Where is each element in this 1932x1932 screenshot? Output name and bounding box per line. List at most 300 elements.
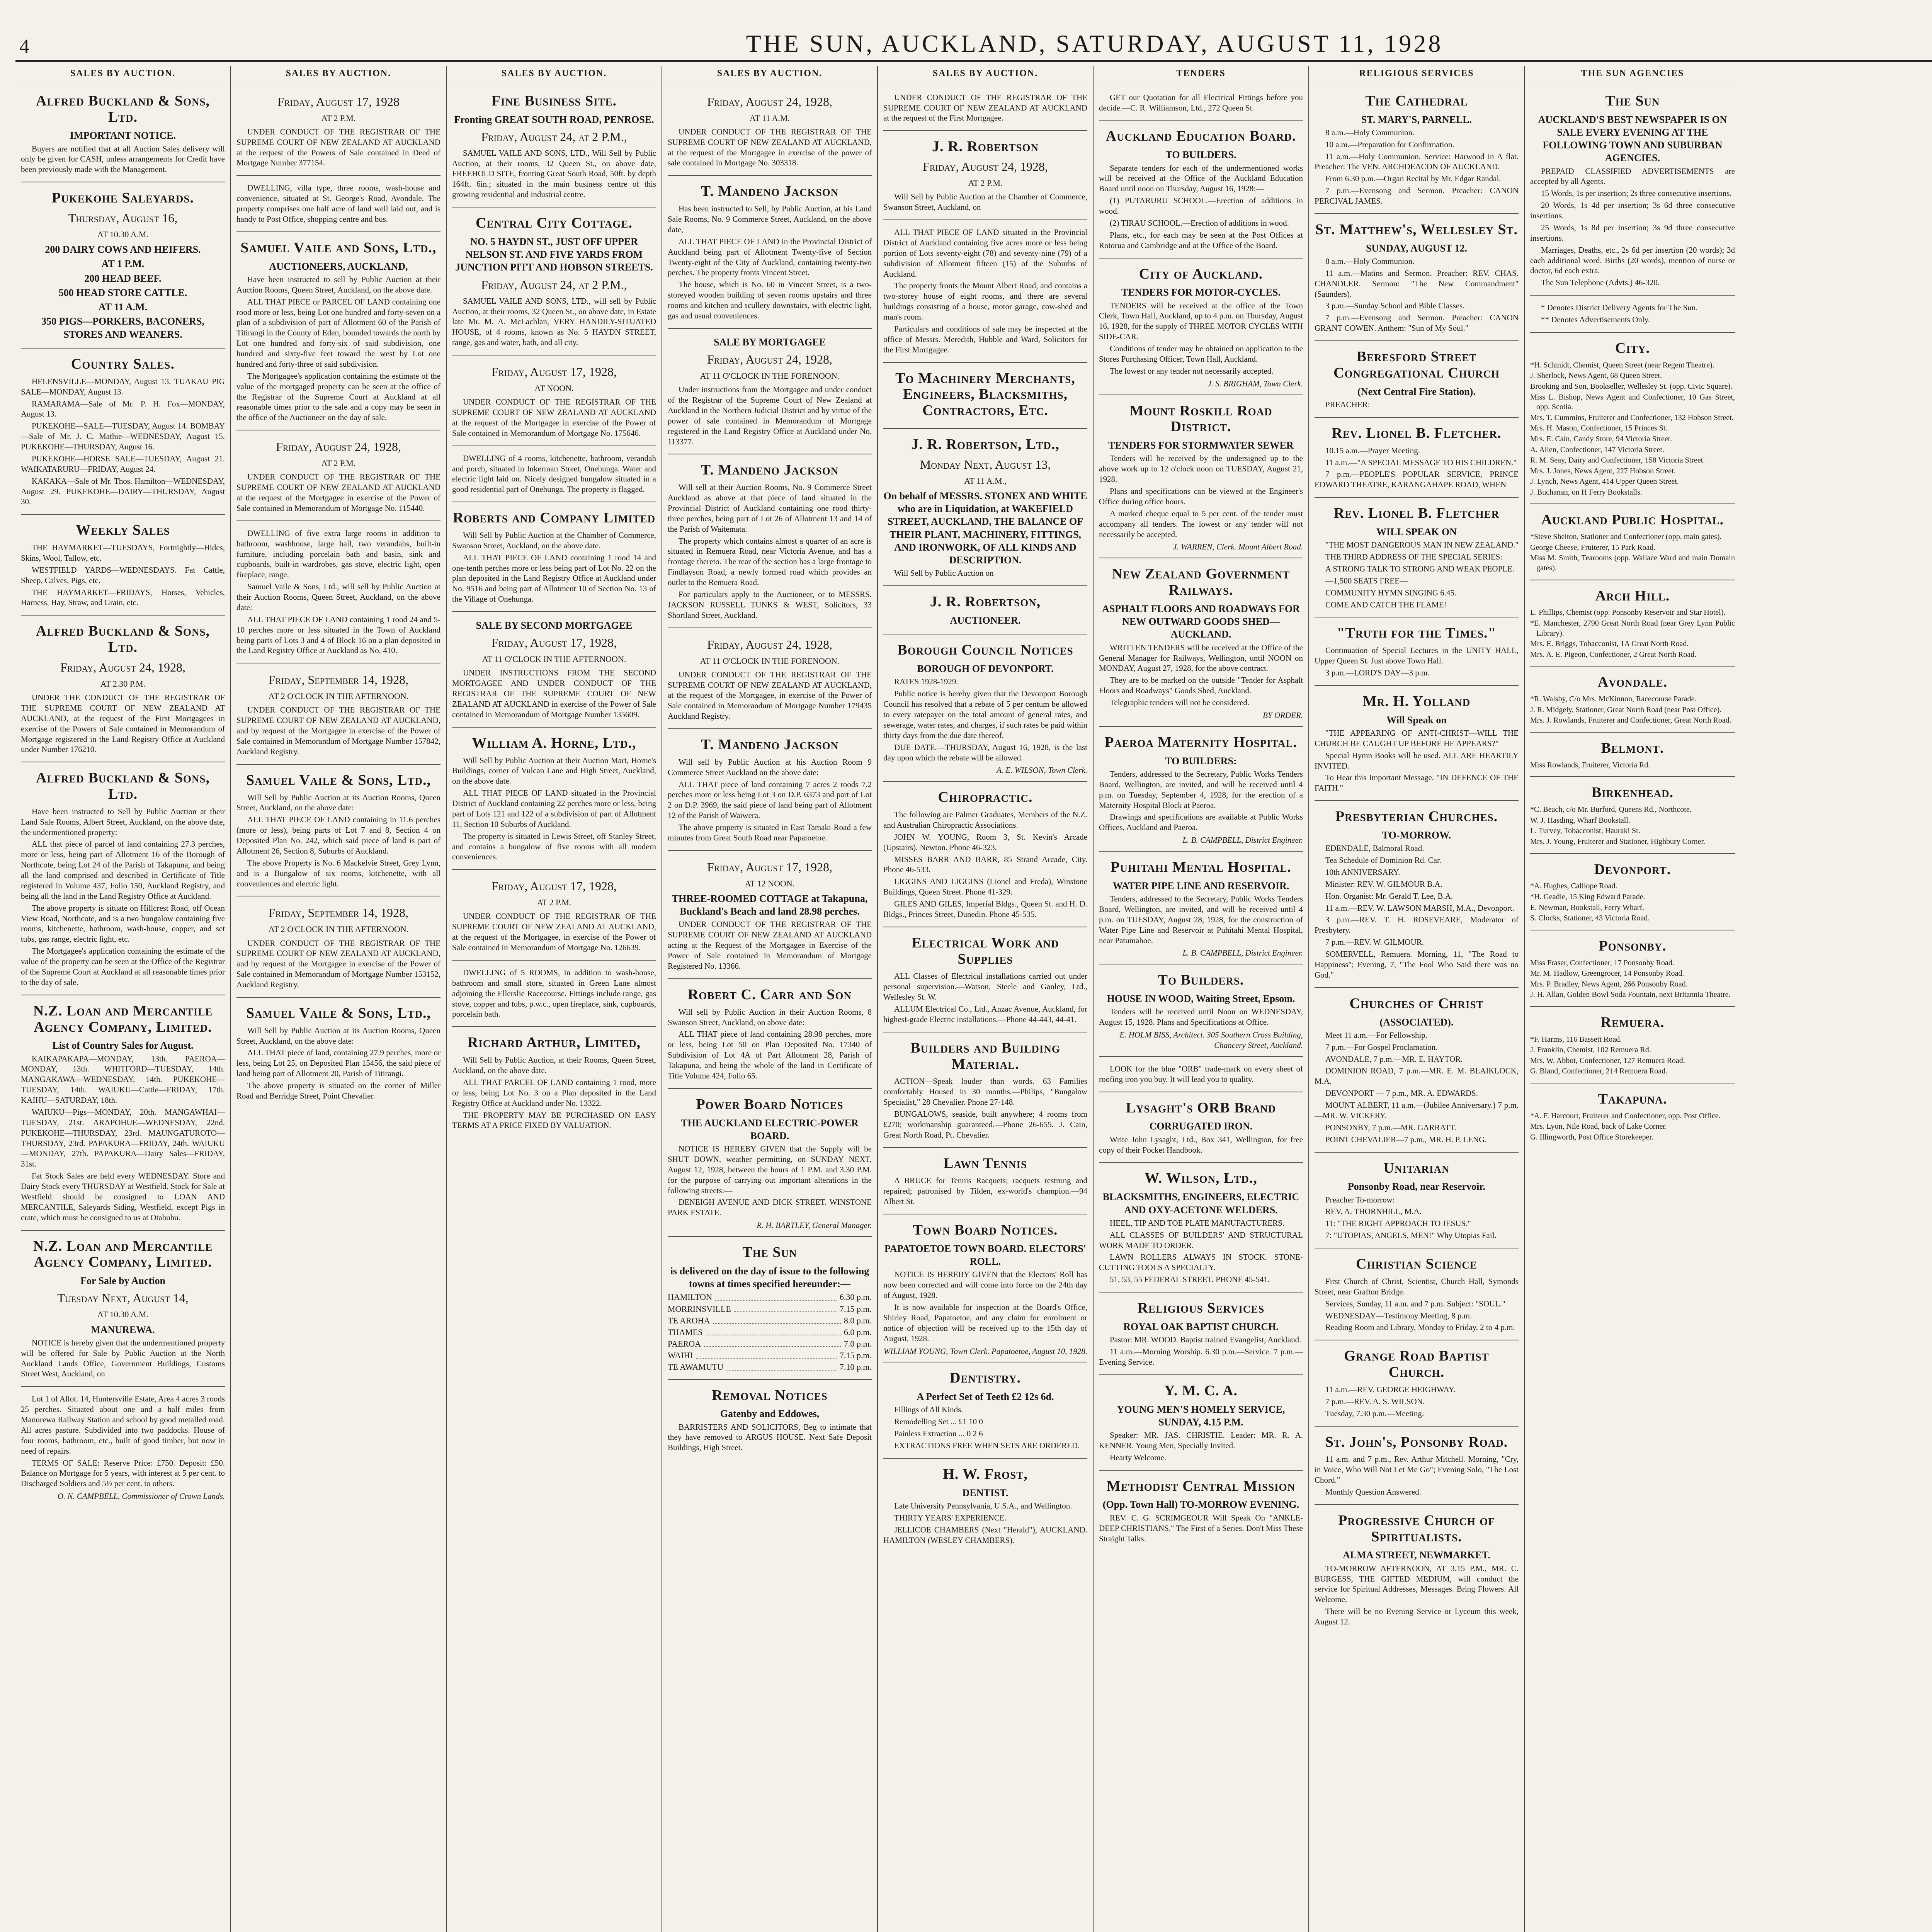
ad-paragraph: Samuel Vaile & Sons, Ltd., will sell by Public Auction at their Auction Rooms, Queen Street, Auckland, on the above date: [236, 582, 440, 612]
advertisement [1315, 87, 1519, 214]
ad-time: AT 12 NOON. [745, 878, 795, 888]
advertisement [668, 981, 872, 1089]
ad-paragraph: UNDER CONDUCT OF THE REGISTRAR OF THE SUPREME COURT OF NEW ZEALAND AT AUCKLAND at the request of the Mortgagee in exercise of the Power of Sale contained in Memorandum of Mortgage No. 115440. [236, 472, 440, 513]
agency-entry: *A. F. Harcourt, Fruiterer and Confectioner, opp. Post Office. [1530, 1111, 1721, 1120]
ad-paragraph: The following are Palmer Graduates, Members of the N.Z. and Australian Chiropractic Associations. [883, 810, 1087, 830]
agency-entry: Mrs. T. Cummins, Fruiterer and Confectioner, 132 Hobson Street. [1530, 413, 1734, 422]
ad-paragraph: ALL THAT PIECE OF LAND situated in the Provincial District of Auckland containing five acres more or less being portion of Lots seventy-eight (78) and seventy-nine (79) of a subdivision of Allotment fifteen (15) of the Suburbs of Auckland. [883, 228, 1087, 279]
advertisement [236, 898, 440, 997]
ad-subtitle: ST. MARY'S, PARNELL. [1361, 114, 1472, 125]
agency-entry: *R. Walsby, C/o Mrs. McKinnon, Racecourse Parade. [1530, 695, 1697, 704]
column-1 [15, 66, 231, 1932]
ad-subtitle: A Perfect Set of Teeth £2 12s 6d. [917, 1391, 1054, 1403]
ad-date: Friday, August 17, 1928, [491, 636, 617, 650]
ad-paragraph: Continuation of Special Lectures in the UNITY HALL, Upper Queen St. Just above Town Hall. [1315, 646, 1519, 666]
delivery-town: WAIHI [668, 1350, 693, 1361]
ad-title: Town Board Notices. [913, 1222, 1058, 1238]
ad-title: Progressive Church of Spiritualists. [1338, 1512, 1495, 1545]
ad-paragraph: Hearty Welcome. [1110, 1452, 1167, 1462]
ad-subtitle: THE AUCKLAND ELECTRIC-POWER BOARD. [681, 1117, 859, 1141]
advertisement [1530, 932, 1735, 1007]
ad-paragraph: 11 a.m.—"A SPECIAL MESSAGE TO HIS CHILDREN." [1325, 457, 1517, 467]
advertisement [1099, 1294, 1303, 1375]
ad-paragraph: Fillings of All Kinds. [894, 1405, 963, 1415]
ad-paragraph: DWELLING, villa type, three rooms, wash-house and convenience, situated at St. George's Road, Avondale. The property comprises one half acre of land well laid out, and is handy to Post Office, shopping centre and bus. [236, 183, 440, 224]
agency-entry: *E. Manchester, 2790 Great North Road (near Grey Lynn Public Library). [1530, 619, 1735, 638]
ad-paragraph: Reading Room and Library, Monday to Friday, 2 to 4 p.m. [1325, 1323, 1515, 1332]
ad-title: Paeroa Maternity Hospital. [1105, 734, 1297, 750]
ad-signature: R. H. BARTLEY, General Manager. [757, 1221, 872, 1230]
ad-paragraph: The property fronts the Mount Albert Road, and contains a two-storey house of eight rooms, and there are several buildings consisting of a house, motor garage, cow-shed and man's room. [883, 281, 1087, 321]
advertisement [668, 87, 872, 176]
ad-title: Rev. Lionel B. Fletcher [1333, 505, 1500, 522]
ad-paragraph: 11 a.m.—Morning Worship. 6.30 p.m.—Service. 7 p.m.—Evening Service. [1099, 1347, 1303, 1367]
ad-time: AT 11 A.M., [964, 476, 1007, 486]
ad-line: MANUREWA. [91, 1324, 155, 1335]
agency-entry: Mrs. H. Mason, Confectioner, 15 Princes St. [1530, 424, 1668, 433]
ad-time: AT NOON. [534, 383, 574, 393]
ad-signature: WILLIAM YOUNG, Town Clerk. Papatoetoe, August 10, 1928. [883, 1346, 1087, 1356]
ad-paragraph: 11: "THE RIGHT APPROACH TO JESUS." [1325, 1219, 1471, 1228]
ad-title: T. Mandeno Jackson [701, 183, 839, 200]
ad-title: Birkenhead. [1591, 784, 1674, 801]
ad-paragraph: WEDNESDAY—Testimony Meeting, 8 p.m. [1325, 1311, 1472, 1320]
ad-paragraph: Telegraphic tenders will not be considered. [1110, 698, 1250, 707]
ad-paragraph: The house, which is No. 60 in Vincent Street, is a two-storeyed wooden building of seven rooms upstairs and three rooms and kitchen and scullery downstairs, with electric light, gas and usual conveniences. [668, 280, 872, 320]
ad-paragraph: THIRTY YEARS' EXPERIENCE. [894, 1513, 1007, 1522]
ad-paragraph: COME AND CATCH THE FLAME! [1325, 600, 1447, 609]
ad-date: Friday, August 24, 1928, [60, 660, 186, 674]
advertisement [21, 1388, 225, 1507]
agency-entry: E. Newman, Bookstall, Ferry Wharf. [1530, 903, 1645, 912]
ad-title: Christian Science [1356, 1256, 1477, 1272]
agency-entry: J. H. Allan, Golden Bowl Soda Fountain, next Britannia Theatre. [1530, 990, 1731, 999]
ad-paragraph: UNDER INSTRUCTIONS FROM THE SECOND MORTGAGEE AND UNDER CONDUCT OF THE REGISTRAR OF THE SUPREME COURT OF NEW ZEALAND AT AUCKLAND in exercise of the Power of Sale contained in Memorandum of Mortgage Number 135609. [452, 668, 656, 719]
advertisement [1315, 1250, 1519, 1340]
leader-dots [704, 1338, 841, 1347]
ad-paragraph: HELENSVILLE—MONDAY, August 13. TUAKAU PIG SALE—MONDAY, August 13. [21, 376, 225, 396]
ad-date: Friday, August 17, 1928, [491, 879, 617, 893]
ad-line: 200 HEAD BEEF. [84, 272, 162, 284]
ad-paragraph: Plans, etc., for each may be seen at the Post Offices at Rotorua and Cambridge and at the Office of the Board. [1099, 230, 1303, 250]
ad-paragraph: A marked cheque equal to 5 per cent. of the tender must accompany all tenders. The lowest or any tender will not necessarily be accepted. [1099, 509, 1303, 539]
ad-title: Methodist Central Mission [1106, 1478, 1296, 1494]
ad-signature: A. E. WILSON, Town Clerk. [997, 765, 1087, 775]
ad-paragraph: 11 a.m. and 7 p.m., Rev. Arthur Mitchell. Morning, "Cry, in Voice, Who Will Not Let Me Go"; Evening Solo, "The Lost Chord." [1315, 1454, 1519, 1485]
ad-paragraph: Public notice is hereby given that the Devonport Borough Council has resolved that a rebate of 5 per centum be allowed to every ratepayer on the total amount of general rates, and sewerage, water rates, and charges, if such rates be paid within thirty days from the due date thereof. [883, 689, 1087, 740]
ad-paragraph: THE HAYMARKET—TUESDAYS, Fortnightly—Hides, Skins, Wool, Tallow, etc. [21, 543, 225, 563]
ad-paragraph: To Hear this Important Message. "IN DEFENCE OF THE FAITH." [1315, 773, 1519, 793]
advertisement [1530, 855, 1735, 930]
column-7 [1309, 66, 1525, 1932]
ad-title: N.Z. Loan and Mercantile Agency Company, Limited. [33, 1002, 213, 1035]
leader-dots [696, 1350, 837, 1359]
ad-paragraph: 7 p.m.—REV. A. S. WILSON. [1325, 1396, 1425, 1406]
delivery-town: PAEROA [668, 1339, 701, 1349]
advertisement [883, 87, 1087, 131]
ad-title: Remuera. [1600, 1014, 1665, 1031]
agency-entry: Mrs. A. E. Pigeon, Confectioner, 2 Great North Road. [1530, 650, 1697, 659]
ad-paragraph: Meet 11 a.m.—For Fellowship. [1325, 1030, 1428, 1040]
ad-paragraph: MISSES BARR AND BARR, 85 Strand Arcade, City. Phone 46-533. [883, 854, 1087, 874]
advertisement [1315, 619, 1519, 685]
ad-line: 350 PIGS—PORKERS, BACONERS, STORES AND WEANERS. [41, 316, 204, 340]
ad-paragraph: 7 p.m.—For Gospel Proclamation. [1325, 1042, 1438, 1052]
delivery-row [668, 1292, 872, 1303]
advertisement [1099, 1472, 1303, 1551]
ad-subtitle: BLACKSMITHS, ENGINEERS, ELECTRIC AND OXY-ACETONE WELDERS. [1102, 1191, 1299, 1216]
ad-paragraph: POINT CHEVALIER—7 p.m., MR. H. P. LENG. [1325, 1134, 1487, 1144]
ad-subtitle: AUCTIONEER. [950, 615, 1021, 626]
advertisement [1530, 297, 1735, 333]
ad-date: Friday, August 24, 1928, [276, 440, 401, 454]
ad-subtitle: NO. 5 HAYDN ST., JUST OFF UPPER NELSON ST. AND FIVE YARDS FROM JUNCTION PITT AND HOBSON STREETS. [455, 236, 653, 273]
advertisement [1099, 397, 1303, 559]
agency-entry: Miss L. Bishop, News Agent and Confectioner, 10 Gas Street, opp. Scotia. [1530, 393, 1735, 412]
ad-paragraph: Particulars and conditions of sale may be inspected at the office of Messrs. Meredith, Hubble and Ward, Solicitors for the First Mortgagee. [883, 324, 1087, 354]
newspaper-title: THE SUN, AUCKLAND, SATURDAY, AUGUST 11, 1928 [746, 30, 1443, 57]
ad-subtitle: HOUSE IN WOOD, Waiting Street, Epsom. [1107, 993, 1295, 1005]
advertisement [1315, 343, 1519, 418]
advertisement [883, 430, 1087, 586]
ad-paragraph: SAMUEL VAILE AND SONS, LTD., will sell by Public Auction, at their rooms, 32 Queen St., on above date, in Estate late Mr. M. A. McLachlan, VERY HANDILY-SITUATED HOUSE, of 4 rooms, known as No. 5 HAYDN STREET, range, gas and water, bath, and all city. [452, 296, 656, 347]
advertisement [668, 1381, 872, 1460]
agency-entry: Mrs. E. Cain, Candy Store, 94 Victoria Street. [1530, 434, 1672, 443]
advertisement [1099, 122, 1303, 258]
ad-paragraph: Monthly Question Answered. [1325, 1487, 1421, 1497]
ad-paragraph: EDENDALE, Balmoral Road. [1325, 844, 1424, 853]
advertisement [1315, 1507, 1519, 1634]
ad-paragraph: Tenders will be received until Noon on WEDNESDAY, August 15, 1928. Plans and Specifications at Office. [1099, 1007, 1303, 1027]
ad-line: 200 DAIRY COWS AND HEIFERS. [45, 244, 201, 255]
column-header: SALES BY AUCTION. [21, 66, 225, 83]
agency-entry: Mr. M. Hadlow, Greengrocer, 14 Ponsonby Road. [1530, 969, 1684, 978]
advertisement [21, 1232, 225, 1387]
ad-paragraph: 11 a.m.—Holy Communion. Service: Harwood in A flat. Preacher: The VEN. ARCHDEACON OF AUCKLAND. [1315, 151, 1519, 172]
ad-paragraph: ALL that piece of parcel of land containing 27.3 perches, more or less, being part of Allotment 16 of the Borough of Northcote, being Lot 24 of the Parish of Takapuna, and being all the land comprised and described in Certificate of Title registered in Volume 437, Folio 150, Auckland Registry, and being all the land in the Land Registry Office at Auckland. [21, 839, 225, 901]
agency-entry: G. Bland, Confectioner, 214 Remuera Road. [1530, 1067, 1668, 1076]
advertisement [21, 516, 225, 616]
ad-title: Takapuna. [1598, 1091, 1667, 1107]
ad-paragraph: ALLUM Electrical Co., Ltd., Anzac Avenue, Auckland, for highest-grade Electric installations.—Phone 44-443, 44-41. [883, 1004, 1087, 1024]
ad-title: New Zealand Government Railways. [1112, 566, 1290, 599]
agency-entry: Mrs. J. Rowlands, Fruiterer and Confectioner, Great North Road. [1530, 716, 1731, 725]
ad-subtitle: (Next Central Fire Station). [1357, 386, 1476, 397]
ad-title: Mr. H. Yolland [1362, 693, 1471, 709]
ad-paragraph: 11 a.m.—REV. W. LAWSON MARSH, M.A., Devonport. [1325, 903, 1514, 913]
ad-time: AT 10.30 A.M. [97, 1310, 149, 1320]
ad-paragraph: Tuesday, 7.30 p.m.—Meeting. [1325, 1408, 1424, 1418]
ad-time: AT 11 O'CLOCK IN THE FORENOON. [700, 371, 840, 381]
ad-subtitle: TENDERS FOR STORMWATER SEWER [1108, 440, 1294, 451]
ad-title: Beresford Street Congregational Church [1333, 349, 1500, 381]
agency-entry: G. Illingworth, Post Office Storekeeper. [1530, 1133, 1654, 1142]
ad-date: Friday, September 14, 1928, [268, 906, 409, 920]
ad-date: Friday, August 24, at 2 P.M., [481, 129, 627, 144]
ad-paragraph: 3 p.m.—REV. T. H. ROSEVEARE, Moderator of Presbytery. [1315, 915, 1519, 935]
ad-paragraph: The above property is situate on Hillcrest Road, off Ocean View Road, Northcote, and is a two bungalow containing five rooms, kitchenette, bathroom, wash-house, copper, and set tubs, gas range, electric light, etc. [21, 903, 225, 944]
ad-title: Auckland Education Board. [1105, 128, 1296, 145]
agency-entry: *A. Hughes, Calliope Road. [1530, 882, 1617, 891]
advertisement [21, 87, 225, 182]
ad-paragraph: ALL THAT PARCEL OF LAND containing 1 rood, more or less, being Lot No. 3 on a Plan deposited in the Land Registry Office at Auckland under No. 13322. [452, 1077, 656, 1108]
ad-paragraph: MOUNT ALBERT, 11 a.m.—(Jubilee Anniversary.) 7 p.m.—MR. W. VICKERY. [1315, 1100, 1519, 1120]
ad-paragraph: KAIKAPAKAPA—MONDAY, 13th. PAEROA—MONDAY, 13th. WHITFORD—TUESDAY, 14th. MANGAKAWA—WEDNESDAY, 14th. PUKEKOHE—TUESDAY, 14th. WAIUKU—Cattle—FRIDAY, 17th. KAIHU—SATURDAY, 18th. [21, 1054, 225, 1105]
ad-paragraph: BUNGALOWS, seaside, built anywhere; 4 rooms from £270; workmanship guaranteed.—Phone 26-655. J. Cain, Great North Road, Pt. Chevalier. [883, 1109, 1087, 1139]
advertisement [883, 133, 1087, 220]
agency-entry: Mrs. P. Bradley, News Agent, 266 Ponsonby Road. [1530, 980, 1688, 988]
ad-paragraph: The above Property is No. 6 Mackelvie Street, Grey Lynn, and is a Bungalow of six rooms, kitchenette, with all conveniences and electric light. [236, 858, 440, 888]
ad-paragraph: Will Sell by Public Auction on [894, 568, 994, 578]
advertisement [1315, 419, 1519, 498]
ad-paragraph: KAKAKA—Sale of Mr. Thos. Hamilton—WEDNESDAY, August 29. PUKEKOHE—DAIRY—THURSDAY, August 30. [21, 476, 225, 507]
ad-paragraph: DEVONPORT — 7 p.m., MR. A. EDWARDS. [1325, 1088, 1478, 1098]
ad-paragraph: REV. C. G. SCRIMGEOUR Will Speak On "ANKLE-DEEP CHRISTIANS." The First of a Series. Don't Miss These Straight Talks. [1099, 1513, 1303, 1543]
advertisement [883, 929, 1087, 1032]
ad-title: J. R. Robertson [932, 138, 1039, 155]
ad-title: Lysaght's ORB Brand [1126, 1099, 1276, 1116]
agency-entry: J. Sherlock, News Agent, 68 Queen Street. [1530, 371, 1662, 380]
ad-paragraph: Write John Lysaght, Ltd., Box 341, Wellington, for free copy of their Pocket Handbook. [1099, 1134, 1303, 1155]
delivery-town: TE AWAMUTU [668, 1362, 724, 1372]
agency-entry: J. R. Midgely, Stationer, Great North Road (near Post Office). [1530, 705, 1722, 714]
ad-paragraph: Painless Extraction ... 0 2 6 [894, 1429, 983, 1439]
advertisement [883, 1460, 1087, 1553]
ad-paragraph: * Denotes District Delivery Agents for The Sun. [1541, 303, 1698, 313]
ad-title: T. Mandeno Jackson [701, 462, 839, 478]
ad-paragraph: ALL THAT PIECE or PARCEL OF LAND containing one rood more or less, being Lot one hundred and forty-seven on a plan of a subdivision of part of Allotment 60 of the Parish of Titirangi in the County of Eden, bounded towards the north by Lot one hundred and forty-six of said subdivision, one hundred and sixty-five feet toward the west by Lot one hundred and forty-three of said subdivision. [236, 297, 440, 369]
advertisement [1315, 803, 1519, 988]
ad-subtitle: Gatenby and Eddowes, [720, 1408, 820, 1420]
ad-paragraph: Special Hymn Books will be used. ALL ARE HEARTILY INVITED. [1315, 750, 1519, 770]
ad-paragraph: Conditions of tender may be obtained on application to the Stores Purchasing Officer, Town Hall, Auckland. [1099, 344, 1303, 364]
ad-time: AT 2 P.M. [537, 898, 571, 908]
ad-paragraph: 51, 53, 55 FEDERAL STREET. PHONE 45-541. [1110, 1275, 1270, 1284]
ad-title: City. [1615, 340, 1650, 356]
ad-paragraph: ALL CLASSES OF BUILDERS' AND STRUCTURAL WORK MADE TO ORDER. [1099, 1230, 1303, 1250]
ad-title: Electrical Work and Supplies [912, 934, 1059, 967]
ad-title: Y. M. C. A. [1164, 1382, 1238, 1399]
ad-paragraph: DUE DATE.—THURSDAY, August 16, 1928, is the last day upon which the rebate will be allowed. [883, 742, 1087, 762]
advertisement [1315, 216, 1519, 341]
delivery-time: 8.0 p.m. [844, 1315, 872, 1325]
ad-paragraph: JOHN W. YOUNG, Room 3, St. Kevin's Arcade (Upstairs). Newton. Phone 46-323. [883, 832, 1087, 852]
column-5 [878, 66, 1094, 1932]
ad-time: AT 2.30 P.M. [100, 679, 146, 689]
agency-entry: W. J. Hasding, Wharf Bookstall. [1530, 816, 1630, 825]
ad-signature: J. S. BRIGHAM, Town Clerk. [1208, 379, 1303, 388]
ad-signature: L. B. CAMPBELL, District Engineer. [1182, 835, 1303, 845]
ad-title: J. R. Robertson, Ltd., [911, 436, 1060, 452]
ad-paragraph: TERMS OF SALE: Reserve Price: £750. Deposit: £50. Balance on Mortgage for 5 years, with interest at 5 per cent. to Discharged Soldiers and 5½ per cent. to others. [21, 1458, 225, 1488]
agency-entry: Mrs. W. Abbot, Confectioner, 127 Remuera Road. [1530, 1056, 1685, 1065]
ad-title: Borough Council Notices [897, 642, 1073, 658]
agency-entry: Brooking and Son, Bookseller, Wellesley St. (opp. Civic Square). [1530, 382, 1733, 391]
ad-title: Richard Arthur, Limited, [467, 1034, 641, 1051]
ad-paragraph: Lot 1 of Allot. 14, Huntersville Estate, Area 4 acres 3 roods 25 perches. Situated about one and a half miles from Manurewa Railway Station and school by good metalled road. All acres pasture. Subdivided into two paddocks. House of four rooms, bathroom, etc., built of good timber, but now in need of repairs. [21, 1394, 225, 1456]
ad-paragraph: 15 Words, 1s per insertion; 2s three consecutive insertions. [1541, 189, 1732, 198]
advertisement [21, 184, 225, 349]
advertisement [1315, 1428, 1519, 1505]
ad-paragraph: The above property is situated on the corner of Miller Road and Berridge Street, Point Chevalier. [236, 1081, 440, 1100]
ad-title: Samuel Vaile & Sons, Ltd., [246, 1005, 431, 1021]
ad-paragraph: Buyers are notified that at all Auction Sales delivery will only be given for CASH, unless arrangements for Credit have been previously made with the Management. [21, 144, 225, 174]
ad-paragraph: 7 p.m.—Evensong and Sermon. Preacher: CANON GRANT COWEN. Anthem: "Sun of My Soul." [1315, 313, 1519, 333]
ad-paragraph: Remodelling Set ... £1 10 0 [894, 1417, 983, 1427]
ad-paragraph: 8 a.m.—Holy Communion. [1325, 128, 1415, 137]
delivery-town: TE AROHA [668, 1315, 710, 1325]
ad-paragraph: Fat Stock Sales are held every WEDNESDAY. Store and Dairy Stock every THURSDAY at Westfield. Stock for Sale at Westfield should be consigned to LOAN AND MERCANTILE, Saleyards Siding, Westfield, except Pigs in crate, which must be consigned to us at Otahuhu. [21, 1171, 225, 1222]
ad-paragraph: Minister: REV. W. GILMOUR B.A. [1325, 879, 1442, 889]
ad-paragraph: The Mortgagee's application containing the estimate of the value of the mortgaged property can be seen at the office of the Registrar of the Supreme Court at Auckland at all reasonable times prior to the sale and a copy may be seen in the office of the Auctioneer on the day of sale. [236, 371, 440, 422]
ad-paragraph: 8 a.m.—Holy Communion. [1325, 256, 1415, 266]
agency-entry: L. Phillips, Chemist (opp. Ponsonby Reservoir and Star Hotel). [1530, 608, 1726, 617]
ad-paragraph: Speaker: MR. JAS. CHRISTIE. Leader: MR. R. A. KENNER. Young Men, Specially Invited. [1099, 1430, 1303, 1450]
agency-entry: George Cheese, Fruiterer, 15 Park Road. [1530, 543, 1656, 552]
column-header: SALES BY AUCTION. [236, 66, 440, 83]
ad-subtitle: WATER PIPE LINE AND RESERVOIR. [1112, 880, 1289, 891]
ad-paragraph: GILES AND GILES, Imperial Bldgs., Queen St. and H. D. Bldgs., Princes Street, Dunedin. Phone 45-535. [883, 899, 1087, 919]
column-header: RELIGIOUS SERVICES [1315, 66, 1519, 83]
ad-title: Country Sales. [71, 355, 175, 372]
advertisement [883, 364, 1087, 429]
advertisement [1530, 734, 1735, 777]
column-3 [447, 66, 662, 1932]
ad-title: T. Mandeno Jackson [701, 736, 839, 753]
advertisement [883, 636, 1087, 782]
ad-paragraph: DENEIGH AVENUE AND DICK STREET. WINSTONE PARK ESTATE. [668, 1197, 872, 1218]
advertisement [452, 357, 656, 446]
leader-dots [726, 1362, 837, 1370]
advertisement [1530, 334, 1735, 505]
ad-date: Friday, August 24, 1928, [707, 94, 833, 109]
ad-paragraph: —1,500 SEATS FREE— [1325, 576, 1408, 585]
ad-title: Removal Notices [712, 1387, 828, 1403]
advertisement [1315, 1342, 1519, 1426]
advertisement [668, 330, 872, 455]
ad-date: Tuesday Next, August 14, [57, 1291, 189, 1305]
ad-time: AT 2 P.M. [321, 458, 356, 468]
ad-signature: O. N. CAMPBELL, Commissioner of Crown Lands. [57, 1492, 225, 1501]
ad-line: On behalf of MESSRS. STONEX AND WHITE who are in Liquidation, at WAKEFIELD STREET, AUCKLAND, THE BALANCE OF THEIR PLANT, MACHINERY, FITTINGS, AND IRONWORK, OF ALL KINDS AND DESCRIPTION. [883, 490, 1087, 566]
ad-paragraph: COMMUNITY HYMN SINGING 6.45. [1325, 588, 1457, 597]
advertisement [452, 871, 656, 961]
ad-title: "Truth for the Times." [1337, 625, 1497, 641]
ad-paragraph: UNDER CONDUCT OF THE REGISTRAR OF THE SUPREME COURT OF NEW ZEALAND AT AUCKLAND, at the request of the Mortgagee, in exercise of the Power of Sale contained in Memorandum of Mortgage No. 126639. [452, 912, 656, 952]
ad-title: N.Z. Loan and Mercantile Agency Company, Limited. [33, 1238, 213, 1270]
advertisement [1099, 966, 1303, 1057]
ad-subtitle: TO BUILDERS: [1165, 755, 1237, 767]
ad-paragraph: 11 a.m.—REV. GEORGE HEIGHWAY. [1325, 1384, 1456, 1394]
ad-date: Friday, August 24, 1928, [707, 637, 833, 651]
agency-entry: R. M. Seay, Dairy and Confectioner, 158 Victoria Street. [1530, 456, 1705, 465]
ad-paragraph: ACTION—Speak louder than words. 63 Families comfortably Housed in 30 months.—Philips, "Bungalow Specialist," 28 Chevalier. Phone 27-148. [883, 1077, 1087, 1107]
ad-paragraph: ALL THAT piece of land, containing 27.9 perches, more or less, being Lot 25, on Deposited Plan 15456, the said piece of land being part of Allotment 20, Parish of Titirangi. [236, 1048, 440, 1078]
ad-subtitle: is delivered on the day of issue to the following towns at times specified hereunder:— [670, 1265, 869, 1290]
ad-paragraph: TO-MORROW AFTERNOON, AT 3.15 P.M., MR. C. BURGESS, THE GIFTED MEDIUM, will conduct the service for Spiritual Addresses, Messages. Bring Flowers. All Welcome. [1315, 1563, 1519, 1604]
ad-subtitle: ROYAL OAK BAPTIST CHURCH. [1123, 1321, 1279, 1332]
ad-title: Avondale. [1597, 674, 1668, 690]
delivery-row [668, 1315, 872, 1326]
ad-title: Chiropractic. [938, 789, 1033, 806]
ad-title: Mount Roskill Road District. [1129, 402, 1272, 435]
ad-title: Arch Hill. [1595, 587, 1670, 604]
ad-paragraph: (1) PUTARURU SCHOOL.—Erection of additions in wood. [1099, 196, 1303, 216]
agency-entry: J. Franklin, Chemist, 102 Remuera Rd. [1530, 1046, 1651, 1054]
advertisement [668, 1090, 872, 1237]
advertisement [1530, 779, 1735, 854]
leader-dots [734, 1304, 837, 1312]
ad-paragraph: Have been instructed to Sell by Public Auction at their Land Sale Rooms, Albert Street, Auckland, on the above date, the undermentioned property: [21, 806, 225, 837]
agency-entry: Mrs. J. Jones, News Agent, 227 Hobson Street. [1530, 466, 1676, 475]
ad-paragraph: SOMERVELL, Remuera. Morning, 11, "The Road to Happiness"; Evening, 7, "The Fool Who Said there was no God." [1315, 949, 1519, 980]
ad-paragraph: The lowest or any tender not necessarily accepted. [1110, 366, 1274, 376]
ad-title: St. John's, Ponsonby Road. [1325, 1434, 1508, 1450]
advertisement [883, 1364, 1087, 1459]
ad-paragraph: ALL THAT PIECE OF LAND containing 1 rood 14 and one-tenth perches more or less being part of Lot No. 22 on the plan deposited in the Land Registry Office at Auckland under No. 9516 and being part of Allotment 10 of Section No. 13 of the Village of Onehunga. [452, 553, 656, 604]
ad-subtitle: BOROUGH OF DEVONPORT. [917, 663, 1054, 675]
ad-paragraph: The property is situated in Lewis Street, off Stanley Street, and contains a bungalow of five rooms with all modern conveniences. [452, 831, 656, 862]
agency-entry: *H. Geadle, 15 King Edward Parade. [1530, 892, 1645, 901]
masthead [15, 12, 1932, 62]
ad-title: Alfred Buckland & Sons, Ltd. [36, 770, 210, 803]
delivery-row [668, 1327, 872, 1338]
ad-subtitle: AUCTIONEERS, AUCKLAND, [269, 260, 408, 272]
ad-paragraph: SAMUEL VAILE AND SONS, LTD., Will Sell by Public Auction, at their rooms, 32 Queen St., on above date, FREEHOLD SITE, fronting Great South Road, 50ft. by depth 164ft. 6in.; situated in the main business centre of this growing residential and industrial centre. [452, 148, 656, 199]
advertisement [452, 87, 656, 207]
ad-paragraph: UNDER CONDUCT OF THE REGISTRAR OF THE SUPREME COURT OF NEW ZEALAND AT AUCKLAND acting at the Request of the Mortgagee in Exercise of the Power of Sale contained in Memorandum of Mortgage Registered No. 13366. [668, 920, 872, 971]
ad-paragraph: Hon. Organist: Mr. Gerald T. Lee, B.A. [1325, 891, 1453, 901]
advertisement [236, 432, 440, 521]
ad-title: Pukekohe Saleyards. [52, 190, 194, 206]
ad-paragraph: Will sell by Public Auction in their Auction Rooms, 8 Swanson Street, Auckland, on above date: [668, 1007, 872, 1027]
advertisement [1530, 582, 1735, 667]
ad-paragraph: The Mortgagee's application containing the estimate of the value of the property can be seen at the Office of the Registrar of the Supreme Court at Auckland at all reasonable times prior to the day of sale. [21, 946, 225, 987]
delivery-town: THAMES [668, 1327, 703, 1337]
advertisement [452, 504, 656, 612]
ad-paragraph: Will Sell by Public Auction at the Chamber of Commerce, Swanson Street, Auckland, on the above date. [452, 530, 656, 550]
advertisement [1530, 1085, 1735, 1149]
ad-paragraph: EXTRACTIONS FREE WHEN SETS ARE ORDERED. [894, 1441, 1080, 1451]
ad-paragraph: DWELLING of 4 rooms, kitchenette, bathroom, verandah and porch, situated in Inkerman Street, Onehunga. Water and electric light laid on. Nicely designed bungalow situated in a good residential part of Onehunga. The property is flagged. [452, 453, 656, 494]
ad-title: H. W. Frost, [943, 1466, 1028, 1482]
ad-paragraph: First Church of Christ, Scientist, Church Hall, Symonds Street, near Grafton Bridge. [1315, 1276, 1519, 1296]
ad-paragraph: THE HAYMARKET—FRIDAYS, Horses, Vehicles, Harness, Hay, Straw, and Grain, etc. [21, 587, 225, 607]
advertisement [236, 999, 440, 1108]
delivery-time: 7.0 p.m. [844, 1339, 872, 1349]
ad-paragraph: 7: "UTOPIAS, ANGELS, MEN!" Why Utopias Fail. [1325, 1231, 1497, 1240]
agency-entry: L. Turvey, Tobacconist, Hauraki St. [1530, 827, 1640, 835]
ad-date: Friday, August 24, 1928, [922, 160, 1048, 174]
advertisement [452, 729, 656, 870]
advertisement [1315, 1154, 1519, 1249]
delivery-time: 6.30 p.m. [839, 1292, 872, 1302]
agency-entry: Miss Fraser, Confectioner, 17 Ponsonby Road. [1530, 958, 1674, 967]
ad-title: City of Auckland. [1139, 265, 1263, 282]
ad-subtitle: YOUNG MEN'S HOMELY SERVICE, SUNDAY, 4.15 P.M. [1117, 1403, 1285, 1428]
ad-signature: J. WARREN, Clerk. Mount Albert Road. [1173, 542, 1303, 552]
ad-paragraph: 25 Words, 1s 8d per insertion; 3s 9d three consecutive insertions. [1530, 223, 1735, 243]
advertisement [883, 1150, 1087, 1214]
ad-paragraph: AVONDALE, 7 p.m.—MR. E. HAYTOR. [1325, 1054, 1463, 1064]
column-header: SALES BY AUCTION. [668, 66, 872, 83]
ad-title: Puhitahi Mental Hospital. [1111, 859, 1291, 876]
ad-subtitle: ALMA STREET, NEWMARKET. [1343, 1549, 1490, 1561]
ad-subtitle: PAPATOETOE TOWN BOARD. ELECTORS' ROLL. [884, 1243, 1087, 1267]
ad-paragraph: (2) TIRAU SCHOOL.—Erection of additions in wood. [1110, 218, 1289, 228]
column-header: TENDERS [1099, 66, 1303, 83]
ad-paragraph: Marriages, Deaths, etc., 2s 6d per insertion (20 words); 3d each additional word. Births (20 words), mention of nurse or doctor, 6d each extra. [1530, 245, 1735, 276]
